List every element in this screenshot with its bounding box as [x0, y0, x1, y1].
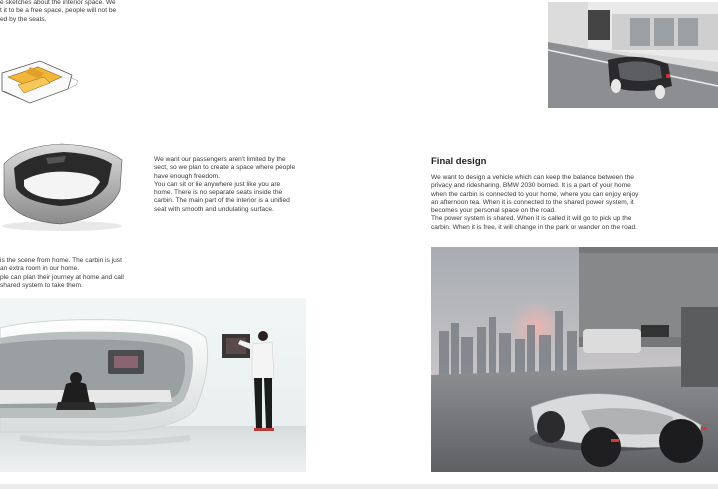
text-line: an extra room in our home. [0, 265, 80, 273]
text-line: The power system is shared. When it is called it will go to pick up the [431, 215, 632, 223]
interior-sketch-caption [0, 0, 116, 24]
text-line: We want our passengers aren't limited by the [154, 156, 286, 163]
text-line: shared system to take them. [0, 281, 83, 289]
home-scene-image [0, 298, 306, 472]
text-line: t it to be a free space, people will not be [0, 7, 117, 15]
text-line: is the scene from home. The carbin is just [0, 257, 122, 264]
text-line: when the carbin is connected to your home, where you can enjoy enjoy [431, 190, 639, 198]
cabin-render-image [0, 140, 125, 232]
text-line: an afternoon tea. When it is connected to the shared power system, it [431, 198, 634, 206]
text-line: e sketches about the interior space. We [0, 0, 116, 6]
text-line: becomes your personal space on the road. [431, 207, 556, 215]
final-design-title: Final design [431, 156, 487, 167]
text-line: We want to design a vehicle which can keep the balance between the [431, 174, 634, 181]
text-line: ple can plan their journey at home and call [0, 273, 124, 281]
text-line: carbin. The main part of the interior is a unified [154, 197, 290, 205]
street-render-image [548, 2, 718, 108]
text-line: seat with smooth and undulating surface. [154, 205, 274, 213]
final-design-paragraph [431, 174, 638, 232]
text-line: carbin. When it is free, it will change in the park or wander on the road. [431, 223, 637, 231]
text-line: You can sit or lie anywhere just like you are [154, 180, 281, 188]
page-bottom-edge [0, 484, 718, 489]
seat-sketch-image [0, 55, 82, 115]
seat-freedom-paragraph [154, 156, 295, 214]
text-line: sect, so we plan to create a space where people [154, 164, 296, 172]
text-line: ed by the seats. [0, 15, 47, 23]
text-line: have enough freedom. [154, 172, 220, 180]
home-scene-paragraph [0, 257, 124, 290]
final-vehicle-image [431, 247, 718, 472]
text-line: home. There is no separate seats inside the [154, 189, 283, 197]
text-line: privacy and ridesharing. BMW 2030 borned. It is a part of your home [431, 182, 631, 190]
